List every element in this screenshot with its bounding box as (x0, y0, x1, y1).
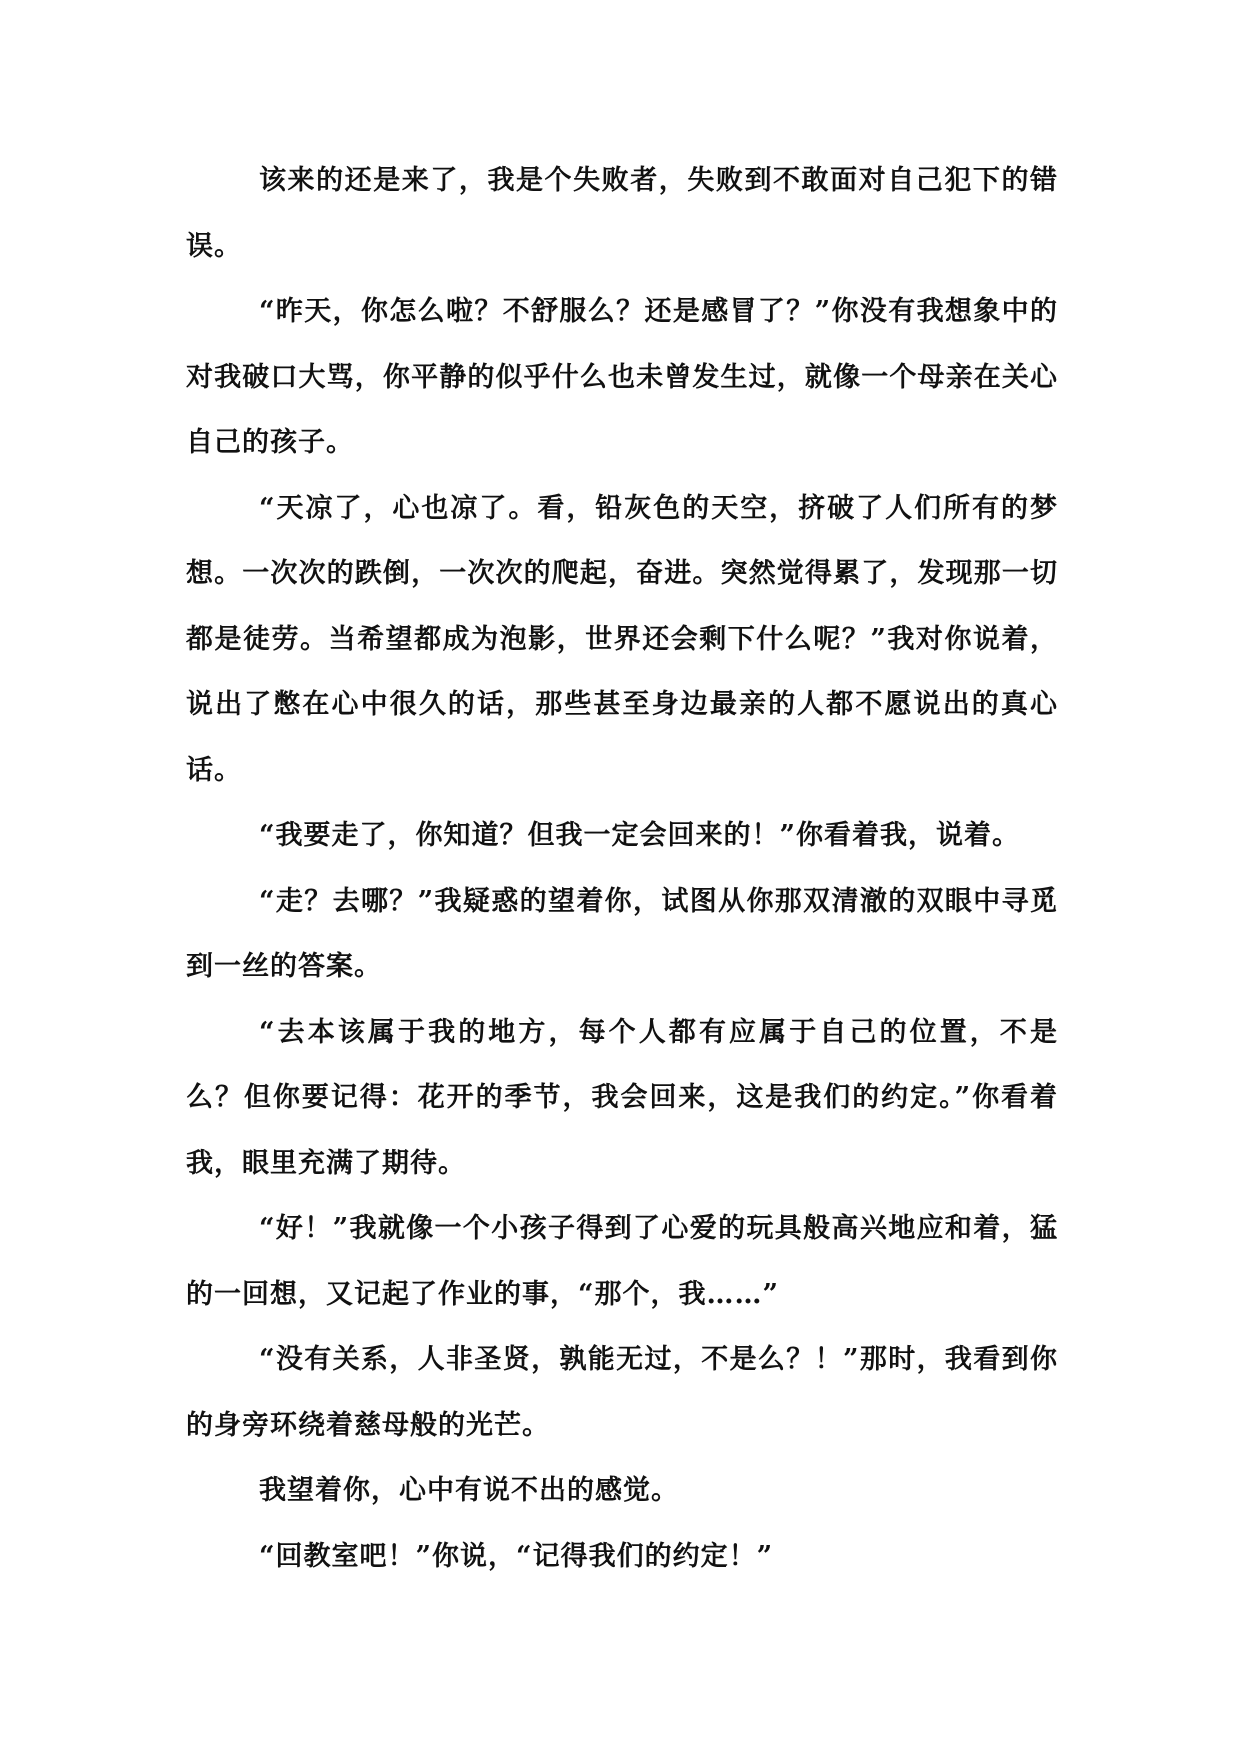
paragraph: “走？去哪？”我疑惑的望着你，试图从你那双清澈的双眼中寻觅到一丝的答案。 (186, 885, 1058, 982)
paragraph: “没有关系，人非圣贤，孰能无过，不是么？！”那时，我看到你的身旁环绕着慈母般的光芒。 (186, 1344, 1058, 1441)
paragraph: “天凉了，心也凉了。看，铅灰色的天空，挤破了人们所有的梦想。一次次的跌倒，一次次的爬起，奋进。突然觉得累了，发现那一切都是徒劳。当希望都成为泡影，世界还会剩下什么呢？”我对你说着，说出了憋在心中很久的话，那些甚至身边最亲的人都不愿说出的真心话。 (186, 492, 1058, 786)
paragraph: “我要走了，你知道？但我一定会回来的！”你看着我，说着。 (259, 820, 1021, 851)
paragraph: 我望着你，心中有说不出的感觉。 (259, 1475, 679, 1506)
paragraph: “昨天，你怎么啦？不舒服么？还是感冒了？”你没有我想象中的对我破口大骂，你平静的似乎什么也未曾发生过，就像一个母亲在关心自己的孩子。 (186, 296, 1058, 458)
paragraph: “去本该属于我的地方，每个人都有应属于自己的位置，不是么？但你要记得：花开的季节，我会回来，这是我们的约定。”你看着我，眼里充满了期待。 (186, 1016, 1058, 1179)
paragraph: “好！”我就像一个小孩子得到了心爱的玩具般高兴地应和着，猛的一回想，又记起了作业的事，“那个，我……” (186, 1213, 1058, 1310)
document-body (186, 148, 1058, 1589)
paragraph: 该来的还是来了，我是个失败者，失败到不敢面对自己犯下的错误。 (186, 165, 1058, 262)
paragraph: “回教室吧！”你说，“记得我们的约定！” (259, 1540, 774, 1572)
